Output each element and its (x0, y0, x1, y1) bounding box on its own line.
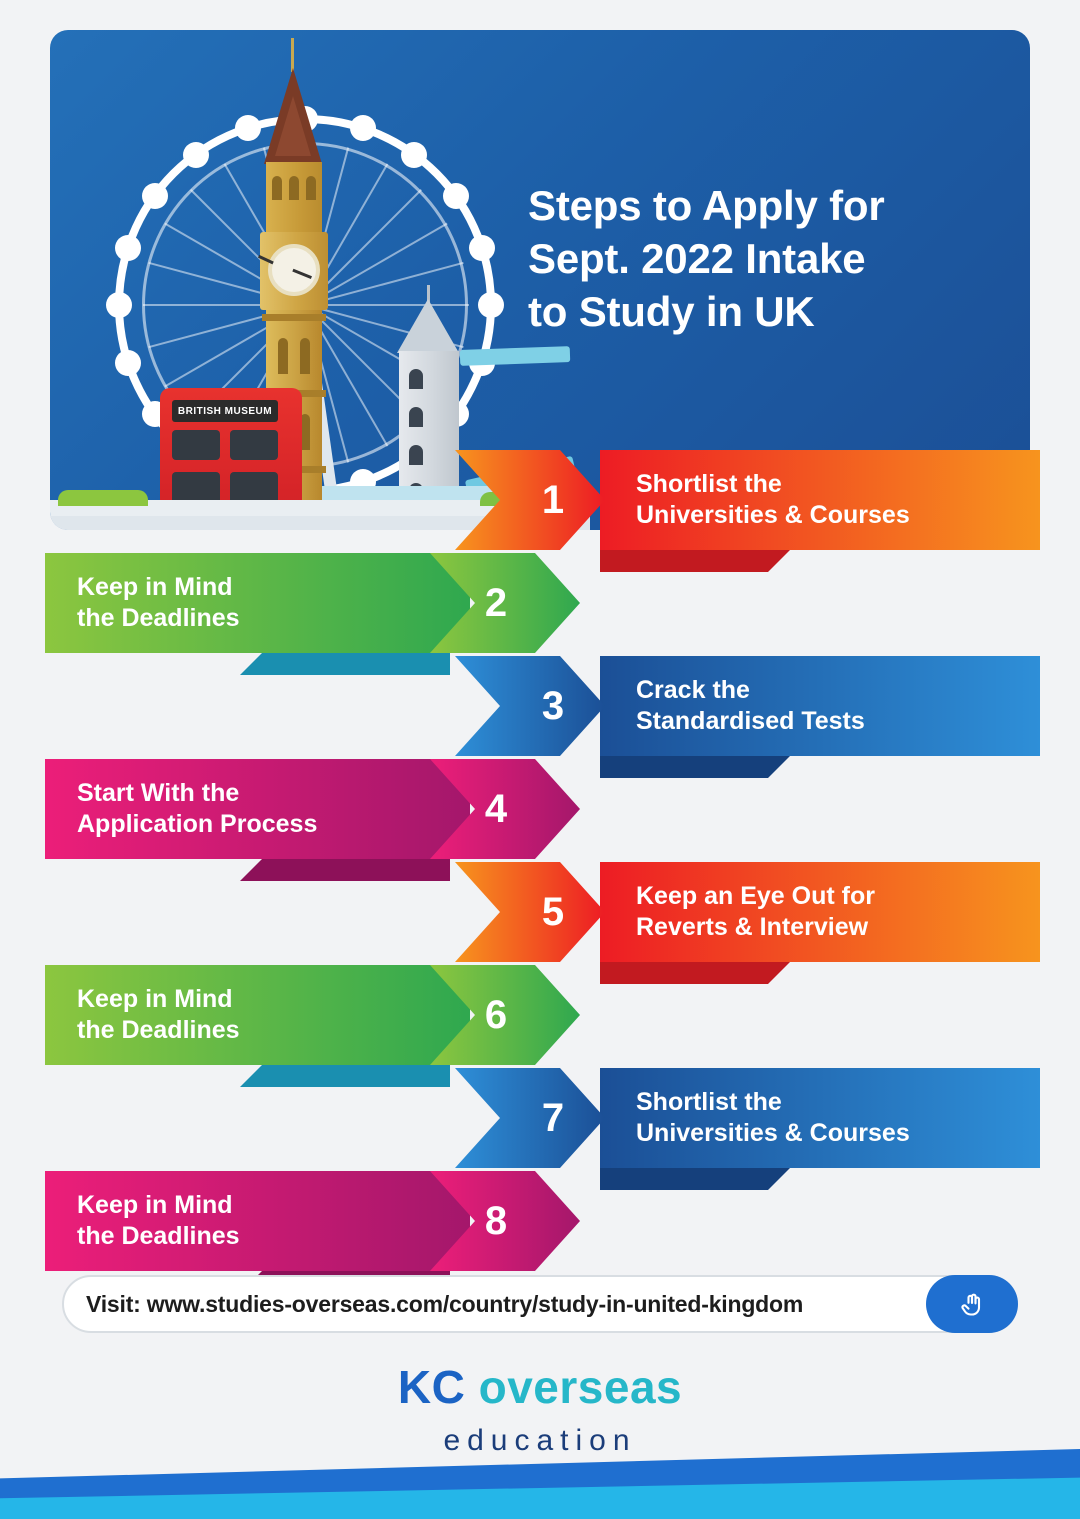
step-1-number: 1 (541, 478, 565, 522)
bus-destination-sign: BRITISH MUSEUM (172, 400, 278, 422)
step-3-number: 3 (541, 684, 565, 728)
brand-logo (0, 1360, 1080, 1458)
step-5[interactable] (0, 862, 1080, 980)
step-2[interactable] (0, 553, 1080, 671)
logo-kc: KC (397, 1361, 466, 1413)
visit-url-bar[interactable] (62, 1275, 1018, 1333)
bridge-span-upper (460, 346, 570, 366)
visit-url-label: Visit: www.studies-overseas.com/country/study-in-united-kingdom (86, 1290, 804, 1317)
step-3[interactable] (0, 656, 1080, 774)
step-6[interactable] (0, 965, 1080, 1083)
step-8[interactable] (0, 1171, 1080, 1289)
logo-wordmark (0, 1360, 1080, 1414)
page-title (528, 180, 1030, 339)
step-5-label: Keep an Eye Out for Reverts & Interview (636, 881, 875, 941)
step-8-label: Keep in Mind the Deadlines (77, 1190, 240, 1250)
step-7-number: 7 (541, 1096, 565, 1140)
step-6-number: 6 (484, 993, 508, 1037)
steps-list (0, 450, 1080, 1270)
step-4-label: Start With the Application Process (77, 778, 318, 838)
step-1-label: Shortlist the Universities & Courses (636, 469, 910, 529)
step-8-number: 8 (484, 1199, 508, 1243)
title-line-3: to Study in UK (528, 287, 815, 335)
step-6-label: Keep in Mind the Deadlines (77, 984, 240, 1044)
title-line-1: Steps to Apply for (528, 182, 885, 229)
logo-tagline: education (443, 1424, 637, 1457)
step-2-number: 2 (484, 581, 508, 625)
step-4[interactable] (0, 759, 1080, 877)
step-5-number: 5 (541, 890, 565, 934)
logo-overseas: overseas (478, 1361, 683, 1413)
step-3-label: Crack the Standardised Tests (636, 675, 865, 735)
step-1[interactable] (0, 450, 1080, 568)
step-7-label: Shortlist the Universities & Courses (636, 1087, 910, 1147)
title-line-2: Sept. 2022 Intake (528, 234, 866, 282)
hand-pointer-icon[interactable] (926, 1275, 1018, 1333)
step-4-number: 4 (484, 787, 508, 831)
step-2-label: Keep in Mind the Deadlines (77, 572, 240, 632)
step-7[interactable] (0, 1068, 1080, 1186)
